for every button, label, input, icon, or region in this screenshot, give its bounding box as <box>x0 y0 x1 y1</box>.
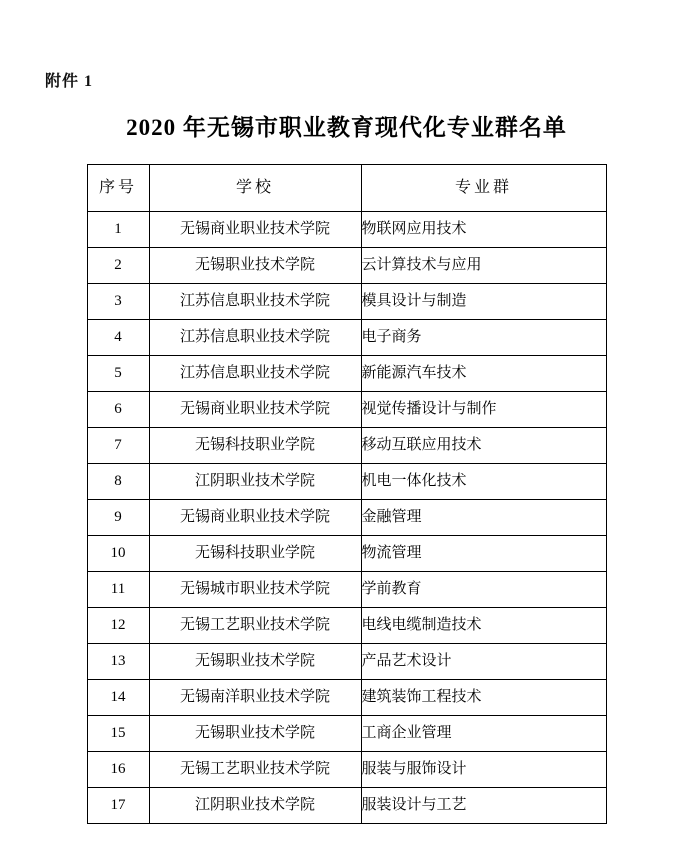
cell-index: 9 <box>87 500 149 536</box>
cell-index: 14 <box>87 680 149 716</box>
table-row <box>87 428 606 464</box>
cell-major-group: 模具设计与制造 <box>361 284 606 320</box>
cell-major-group: 服装与服饰设计 <box>361 752 606 788</box>
cell-major-group: 建筑装饰工程技术 <box>361 680 606 716</box>
cell-index: 4 <box>87 320 149 356</box>
cell-school: 无锡科技职业学院 <box>149 428 361 464</box>
cell-index: 17 <box>87 788 149 824</box>
document-page <box>0 68 693 868</box>
table-row <box>87 212 606 248</box>
cell-school: 无锡科技职业学院 <box>149 536 361 572</box>
cell-school: 江苏信息职业技术学院 <box>149 320 361 356</box>
major-group-table <box>87 164 607 824</box>
table-body <box>87 212 606 824</box>
table-row <box>87 356 606 392</box>
cell-major-group: 服装设计与工艺 <box>361 788 606 824</box>
cell-school: 江阴职业技术学院 <box>149 788 361 824</box>
column-header-school: 学校 <box>149 165 361 212</box>
cell-school: 无锡职业技术学院 <box>149 716 361 752</box>
table-row <box>87 608 606 644</box>
cell-school: 无锡工艺职业技术学院 <box>149 608 361 644</box>
cell-major-group: 云计算技术与应用 <box>361 248 606 284</box>
cell-major-group: 机电一体化技术 <box>361 464 606 500</box>
column-header-index: 序号 <box>87 165 149 212</box>
cell-index: 8 <box>87 464 149 500</box>
cell-school: 无锡商业职业技术学院 <box>149 212 361 248</box>
table-row <box>87 788 606 824</box>
cell-index: 12 <box>87 608 149 644</box>
cell-index: 10 <box>87 536 149 572</box>
table-row <box>87 248 606 284</box>
table-row <box>87 320 606 356</box>
cell-school: 江苏信息职业技术学院 <box>149 284 361 320</box>
cell-major-group: 电子商务 <box>361 320 606 356</box>
table-row <box>87 680 606 716</box>
cell-school: 江阴职业技术学院 <box>149 464 361 500</box>
cell-index: 13 <box>87 644 149 680</box>
cell-major-group: 移动互联应用技术 <box>361 428 606 464</box>
cell-school: 无锡职业技术学院 <box>149 248 361 284</box>
cell-index: 6 <box>87 392 149 428</box>
cell-school: 无锡商业职业技术学院 <box>149 500 361 536</box>
cell-school: 无锡职业技术学院 <box>149 644 361 680</box>
table-row <box>87 536 606 572</box>
cell-index: 5 <box>87 356 149 392</box>
cell-school: 江苏信息职业技术学院 <box>149 356 361 392</box>
cell-index: 15 <box>87 716 149 752</box>
cell-major-group: 物联网应用技术 <box>361 212 606 248</box>
table-row <box>87 500 606 536</box>
cell-major-group: 视觉传播设计与制作 <box>361 392 606 428</box>
page-title: 2020 年无锡市职业教育现代化专业群名单 <box>126 115 567 140</box>
cell-school: 无锡南洋职业技术学院 <box>149 680 361 716</box>
column-header-group: 专业群 <box>361 165 606 212</box>
table-row <box>87 284 606 320</box>
cell-school: 无锡商业职业技术学院 <box>149 392 361 428</box>
cell-index: 2 <box>87 248 149 284</box>
cell-major-group: 电线电缆制造技术 <box>361 608 606 644</box>
table-row <box>87 752 606 788</box>
table-row <box>87 464 606 500</box>
cell-major-group: 学前教育 <box>361 572 606 608</box>
cell-index: 3 <box>87 284 149 320</box>
table-header-row <box>87 165 606 212</box>
attachment-label: 附件 1 <box>45 73 94 90</box>
table-row <box>87 572 606 608</box>
cell-index: 1 <box>87 212 149 248</box>
cell-index: 7 <box>87 428 149 464</box>
cell-index: 16 <box>87 752 149 788</box>
cell-index: 11 <box>87 572 149 608</box>
cell-school: 无锡工艺职业技术学院 <box>149 752 361 788</box>
cell-major-group: 工商企业管理 <box>361 716 606 752</box>
table-row <box>87 644 606 680</box>
cell-school: 无锡城市职业技术学院 <box>149 572 361 608</box>
cell-major-group: 金融管理 <box>361 500 606 536</box>
cell-major-group: 新能源汽车技术 <box>361 356 606 392</box>
cell-major-group: 产品艺术设计 <box>361 644 606 680</box>
table-row <box>87 392 606 428</box>
cell-major-group: 物流管理 <box>361 536 606 572</box>
table-row <box>87 716 606 752</box>
